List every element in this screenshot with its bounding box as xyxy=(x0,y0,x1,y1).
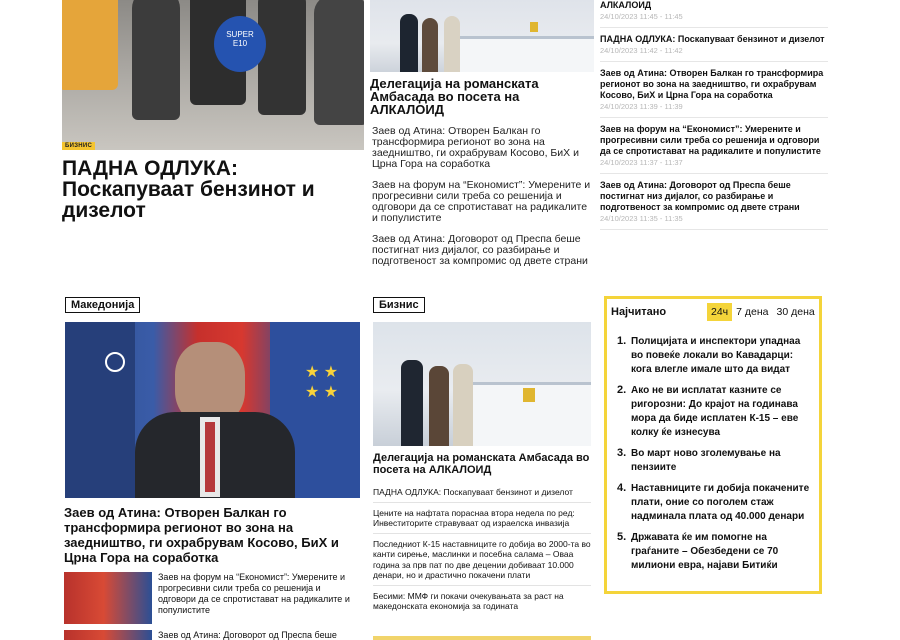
pump-shape xyxy=(62,0,118,90)
eu-stars: ★ ★ ★ ★ xyxy=(305,364,339,401)
item-number: 1. xyxy=(617,335,627,347)
list-item-date: 24/10/2023 11:45 - 11:45 xyxy=(600,12,683,21)
list-item[interactable]: ПАДНА ОДЛУКА: Поскапуваат бензинот и дизелот xyxy=(373,487,591,503)
tab-30-days[interactable]: 30 дена xyxy=(776,306,815,318)
article-link[interactable]: Заев на форум на “Економист”: Умерените и прогресивни сили треба со решенија и одговори да се спротистават на радикалите и популистите xyxy=(372,179,591,224)
most-read-item[interactable] xyxy=(617,384,811,440)
lab-image-top[interactable] xyxy=(370,0,594,72)
pump-label-line1: SUPER xyxy=(226,30,254,39)
section-label-macedonia[interactable]: Македонија xyxy=(65,297,140,313)
macedonia-small-list xyxy=(64,572,360,640)
pump-label-line2: E10 xyxy=(232,39,248,48)
item-title[interactable]: Полицијата и инспектори упаднаа во повеќе локали во Кавадарци: кога влегле имале што да видат xyxy=(631,336,801,375)
most-read-item[interactable] xyxy=(617,531,811,573)
tab-7-days[interactable]: 7 дена xyxy=(736,306,769,318)
article-link[interactable]: Заев од Атина: Договорот од Преспа беше постигнат низ дијалог, со разбирање и подготвеност за компромис од двете страни xyxy=(372,233,588,267)
pump-shape xyxy=(314,0,364,125)
person-figure xyxy=(401,360,423,446)
list-item-title[interactable]: Заев од Атина: Договорот од Преспа беше постигнат низ дијалог, со разбирање и подготвеност за компромис од двете страни xyxy=(600,180,800,212)
list-item-title[interactable]: Заев од Атина: Отворен Балкан го трансформира регионот во зона на заедништво, ги охрабрувам Косово, БиХ и Црна Гора на соработка xyxy=(600,68,824,100)
nato-emblem xyxy=(105,352,125,372)
category-badge[interactable]: БИЗНИС xyxy=(62,142,95,150)
latest-news-list xyxy=(600,0,828,236)
lab-image-business[interactable] xyxy=(373,322,591,446)
pump-shape xyxy=(258,0,306,115)
section-label-business[interactable]: Бизнис xyxy=(373,297,425,313)
person-figure xyxy=(429,366,449,446)
person-figure xyxy=(453,364,473,446)
list-item-title[interactable]: ПАДНА ОДЛУКА: Поскапуваат бензинот и дизелот xyxy=(600,34,825,44)
lab-flag xyxy=(523,388,535,402)
item-title[interactable]: Наставниците ги добија покачените плати, оние со поголем стаж надминала плата од 40.000 денари xyxy=(631,483,810,522)
most-read-list xyxy=(617,335,811,573)
person-figure xyxy=(400,14,418,72)
list-item-title[interactable]: АЛКАЛОИД xyxy=(600,0,652,10)
most-read-item[interactable] xyxy=(617,482,811,524)
item-title[interactable]: Ако не ви исплатат казните се ригорозни: До крајот на годинава мора да биде исплатен К-15 – еве колку ќе изнесува xyxy=(631,385,799,438)
super-e10-label xyxy=(214,16,266,72)
list-item-title[interactable]: Заев од Атина: Договорот од Преспа беше xyxy=(158,630,337,640)
item-number: 4. xyxy=(617,482,627,494)
list-item[interactable] xyxy=(600,124,828,174)
list-item-date: 24/10/2023 11:35 - 11:35 xyxy=(600,214,683,223)
list-item[interactable] xyxy=(600,0,828,28)
list-item[interactable] xyxy=(600,180,828,230)
person-figure xyxy=(422,18,438,72)
item-number: 3. xyxy=(617,447,627,459)
list-item-date: 24/10/2023 11:39 - 11:39 xyxy=(600,102,683,111)
item-title[interactable]: Во март ново зголемување на пензиите xyxy=(631,448,781,473)
list-item-title[interactable]: Заев на форум на “Економист”: Умерените и прогресивни сили треба со решенија и одговори да се спротистават на радикалите и популистите xyxy=(158,572,350,615)
yellow-divider xyxy=(373,636,591,640)
article-title-delegation[interactable]: Делегација на романската Амбасада во посета на АЛКАЛОИД xyxy=(370,76,539,117)
item-title[interactable]: Државата ќе им помогне на граѓаните – Обезбедени се 70 милиони евра, најави Битиќи xyxy=(631,532,779,571)
list-item[interactable]: Бесими: ММФ ги покачи очекувањата за раст на македонската економија за годината xyxy=(373,590,564,611)
list-item-date: 24/10/2023 11:42 - 11:42 xyxy=(600,46,683,55)
lab-counter xyxy=(460,36,594,72)
lab-flag xyxy=(530,22,538,32)
list-item[interactable] xyxy=(64,572,360,624)
hero-headline[interactable]: ПАДНА ОДЛУКА: Поскапуваат бензинот и дизелот xyxy=(62,157,315,222)
most-read-title: Најчитано xyxy=(611,306,667,318)
list-item[interactable] xyxy=(64,630,360,640)
pump-shape xyxy=(132,0,180,120)
most-read-item[interactable] xyxy=(617,335,811,377)
list-item[interactable] xyxy=(600,34,828,62)
most-read-header xyxy=(607,301,819,323)
article-link[interactable]: Заев од Атина: Отворен Балкан го трансформира регионот во зона на заедништво, ги охрабрувам Косово, БиХ и Црна Гора на соработка xyxy=(372,125,579,170)
person-figure xyxy=(444,16,460,72)
business-headline[interactable]: Делегација на романската Амбасада во посета на АЛКАЛОИД xyxy=(373,452,590,476)
list-item[interactable]: Последниот К-15 наставниците го добија во 2000-та во канти сирење, маслинки и посебна салама – Оваа година за прв пат по две децении добиваат 10.000 денари, но и драстично покачени плати xyxy=(373,539,591,586)
list-item-title[interactable]: Заев на форум на “Економист”: Умерените и прогресивни сили треба со решенија и одговори да се спротистават на радикалите и популистите xyxy=(600,124,821,156)
featured-image-fuel-pumps[interactable] xyxy=(62,0,364,150)
most-read-item[interactable] xyxy=(617,447,811,475)
business-list xyxy=(373,487,591,621)
thumbnail-image[interactable] xyxy=(64,572,152,624)
macedonia-headline[interactable]: Заев од Атина: Отворен Балкан го трансформира регионот во зона на заедништво, ги охрабрувам Косово, БиХ и Црна Гора на соработка xyxy=(64,505,339,565)
middle-links-list xyxy=(372,126,594,277)
zaev-image[interactable] xyxy=(65,322,360,498)
item-number: 2. xyxy=(617,384,627,396)
item-number: 5. xyxy=(617,531,627,543)
list-item-date: 24/10/2023 11:37 - 11:37 xyxy=(600,158,683,167)
tie xyxy=(205,422,215,492)
list-item[interactable]: Цените на нафтата пораснаа втора недела по ред: Инвеститорите стравуваат од израелска инвазија xyxy=(373,508,591,534)
most-read-widget xyxy=(604,296,822,594)
nato-flag xyxy=(65,322,135,498)
thumbnail-image[interactable] xyxy=(64,630,152,640)
tab-24h[interactable]: 24ч xyxy=(707,303,732,321)
list-item[interactable] xyxy=(600,68,828,118)
